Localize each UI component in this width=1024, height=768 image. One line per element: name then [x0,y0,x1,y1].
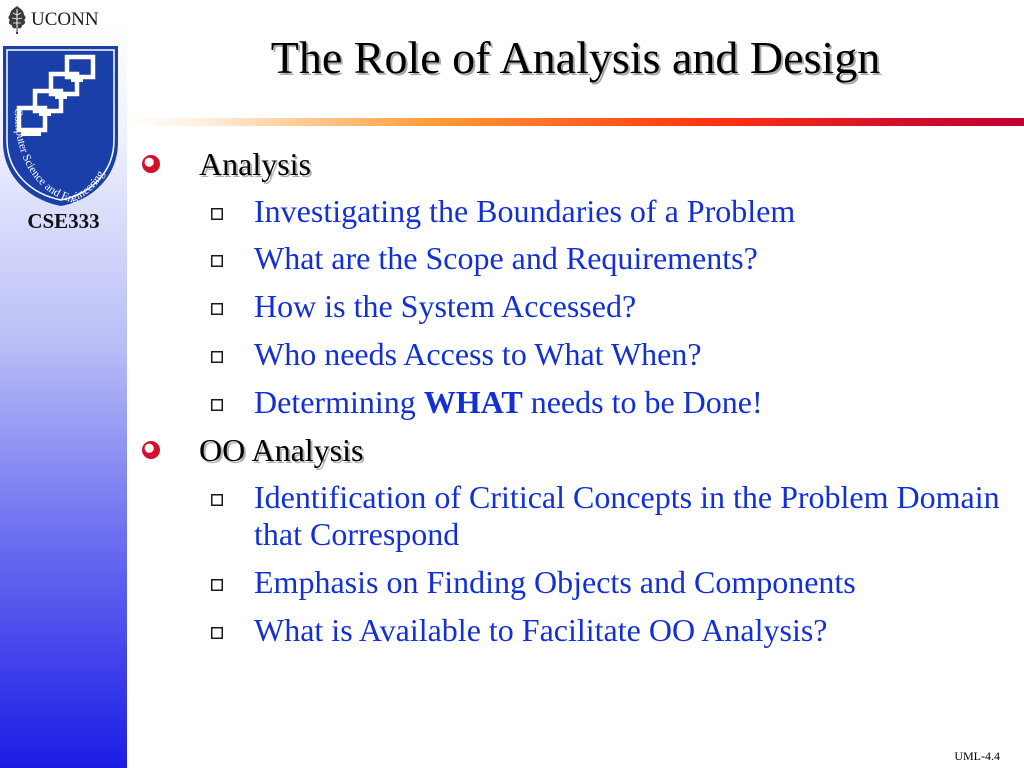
left-sidebar [0,0,127,768]
oak-leaf-icon [6,5,28,35]
course-code: CSE333 [27,209,100,233]
list-item-text: How is the System Accessed? [254,288,637,324]
list-item-text: What is Available to Facilitate OO Analysis? [254,612,828,648]
slide-title: The Role of Analysis and Design [270,32,881,83]
computer-science-logo [1,44,120,208]
emphasis-suffix: needs to be Done! [522,384,763,420]
section-heading-text: OO Analysis [199,431,364,468]
hollow-red-ball-icon [140,153,162,175]
slide-number: UML-4.4 [954,749,1000,763]
emphasis-bold-word: WHAT [423,384,523,420]
hollow-square-icon [211,255,223,267]
hollow-square-icon [211,579,223,591]
hollow-square-icon [211,208,223,220]
list-item-text: What are the Scope and Requirements? [254,240,758,276]
hollow-square-icon [211,627,223,639]
list-item-text: Identification of Critical Concepts in the Problem Domain that Correspond [254,479,1000,552]
logo-ring-text: Computer Science and Engineering [11,108,107,206]
list-item-text: Investigating the Boundaries of a Problem [254,193,796,229]
list-item-text [254,384,1014,421]
section-heading-text: Analysis [199,145,311,182]
title-divider [127,118,1024,126]
hollow-square-icon [211,303,223,315]
uconn-wordmark: UCONN [31,9,99,30]
hollow-square-icon [211,494,223,506]
hollow-red-ball-icon [140,439,162,461]
hollow-square-icon [211,351,223,363]
list-item-text: Who needs Access to What When? [254,336,702,372]
uconn-brand [6,5,99,35]
emphasis-prefix: Determining [254,384,424,420]
hollow-square-icon [211,399,223,411]
list-item-text: Emphasis on Finding Objects and Components [254,564,856,600]
